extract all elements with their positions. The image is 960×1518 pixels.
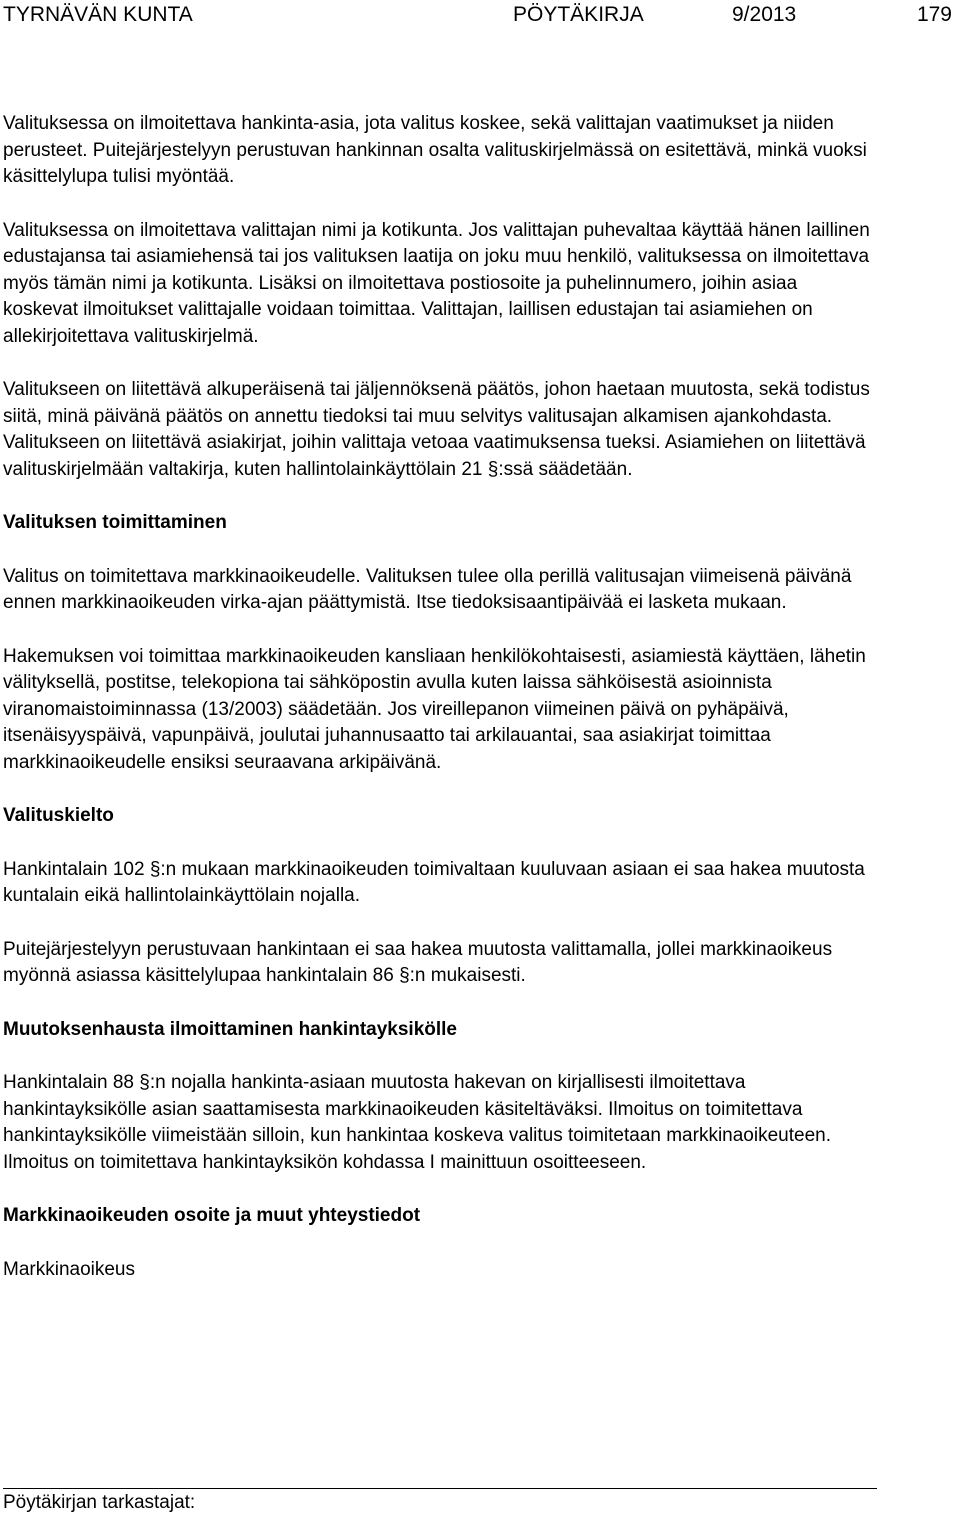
paragraph-appeal-content: Valituksessa on ilmoitettava hankinta-asia, jota valitus koskee, sekä valittajan vaatimukset ja niiden perusteet. Puitejärjestelyyn perustuvan hankinnan osalta valituskirjelmässä on esitettävä, minkä vuoksi käsittelylupa tulisi myöntää. (3, 113, 867, 187)
paragraph-appellant-info: Valituksessa on ilmoitettava valittajan nimi ja kotikunta. Jos valittajan puhevaltaa käyttää hänen laillinen edustajansa tai asiamiehensä tai jos valituksen laatija on joku muu henkilö, valituksessa on ilmoitettava myös tämän nimi ja kotikunta. Lisäksi on ilmoitettava postiosoite ja puhelinnumero, joihin asiaa koskevat ilmoitukset valittajalle voidaan toimittaa. Valittajan, laillisen edustajan tai asiamiehen on allekirjoitettava valituskirjelmä. (3, 219, 870, 347)
municipality-name: TYRNÄVÄN KUNTA (3, 3, 193, 26)
signature-line (3, 1488, 877, 1489)
paragraph-delivery-deadline: Valitus on toimitettava markkinaoikeudelle. Valituksen tulee olla perillä valitusajan viimeisenä päivänä ennen markkinaoikeuden virka-ajan päättymistä. Itse tiedoksisaantipäivää ei lasketa mukaan. (3, 565, 852, 613)
paragraph-delivery-methods: Hakemuksen voi toimittaa markkinaoikeuden kansliaan henkilökohtaisesti, asiamiestä käyttäen, lähetin välityksellä, postitse, telekopiona tai sähköpostin avulla kuten laissa sähköisestä asioinnista viranomaistoiminnassa (13/2003) säädetään. Jos vireillepanon viimeinen päivä on pyhäpäivä, itsenäisyyspäivä, vapunpäivä, joulutai juhannusaatto tai arkilauantai, saa asiakirjat toimittaa markkinaoikeudelle ensiksi seuraavana arkipäivänä. (3, 645, 866, 773)
paragraph-court-name: Markkinaoikeus (3, 1258, 135, 1280)
document-body (3, 111, 873, 1310)
signature-label: Pöytäkirjan tarkastajat: (3, 1492, 196, 1513)
paragraph-attachments: Valitukseen on liitettävä alkuperäisenä tai jäljennöksenä päätös, johon haetaan muutosta, sekä todistus siitä, minä päivänä päätös on annettu tiedoksi tai muu selvitys valitusajan alkamisen ajankohdasta. Valitukseen on liitettävä asiakirjat, joihin valittaja vetoaa vaatimuksensa tueksi. Asiamiehen on liitettävä valituskirjelmään valtakirja, kuten hallintolainkäyttölain 21 §:ssä säädetään. (3, 379, 870, 480)
paragraph-appeal-ban-1: Hankintalain 102 §:n mukaan markkinaoikeuden toimivaltaan kuuluvaan asiaan ei saa hakea muutosta kuntalain eikä hallintolainkäyttölain nojalla. (3, 858, 865, 906)
paragraph-appeal-ban-2: Puitejärjestelyyn perustuvaan hankintaan ei saa hakea muutosta valittamalla, jollei markkinaoikeus myönnä asiassa käsittelylupaa hankintalain 86 §:n mukaisesti. (3, 938, 833, 986)
heading-court-contact: Markkinaoikeuden osoite ja muut yhteystiedot (3, 1205, 421, 1226)
heading-delivery: Valituksen toimittaminen (3, 512, 227, 533)
document-number: 9/2013 (732, 3, 797, 26)
document-type: PÖYTÄKIRJA (513, 3, 644, 26)
page-number: 179 (916, 3, 952, 26)
page-header (0, 0, 960, 30)
heading-notification: Muutoksenhausta ilmoittaminen hankintayksikölle (3, 1018, 457, 1040)
heading-appeal-ban: Valituskielto (3, 805, 114, 826)
paragraph-notification: Hankintalain 88 §:n nojalla hankinta-asiaan muutosta hakevan on kirjallisesti ilmoitettava hankintayksikölle asian saattamisesta markkinaoikeuden käsiteltäväksi. Ilmoitus on toimitettava hankintayksikölle viimeistään silloin, kun hankintaa koskeva valitus toimitetaan markkinaoikeuteen. Ilmoitus on toimitettava hankintayksikön kohdassa I mainittuun osoitteeseen. (3, 1072, 831, 1173)
